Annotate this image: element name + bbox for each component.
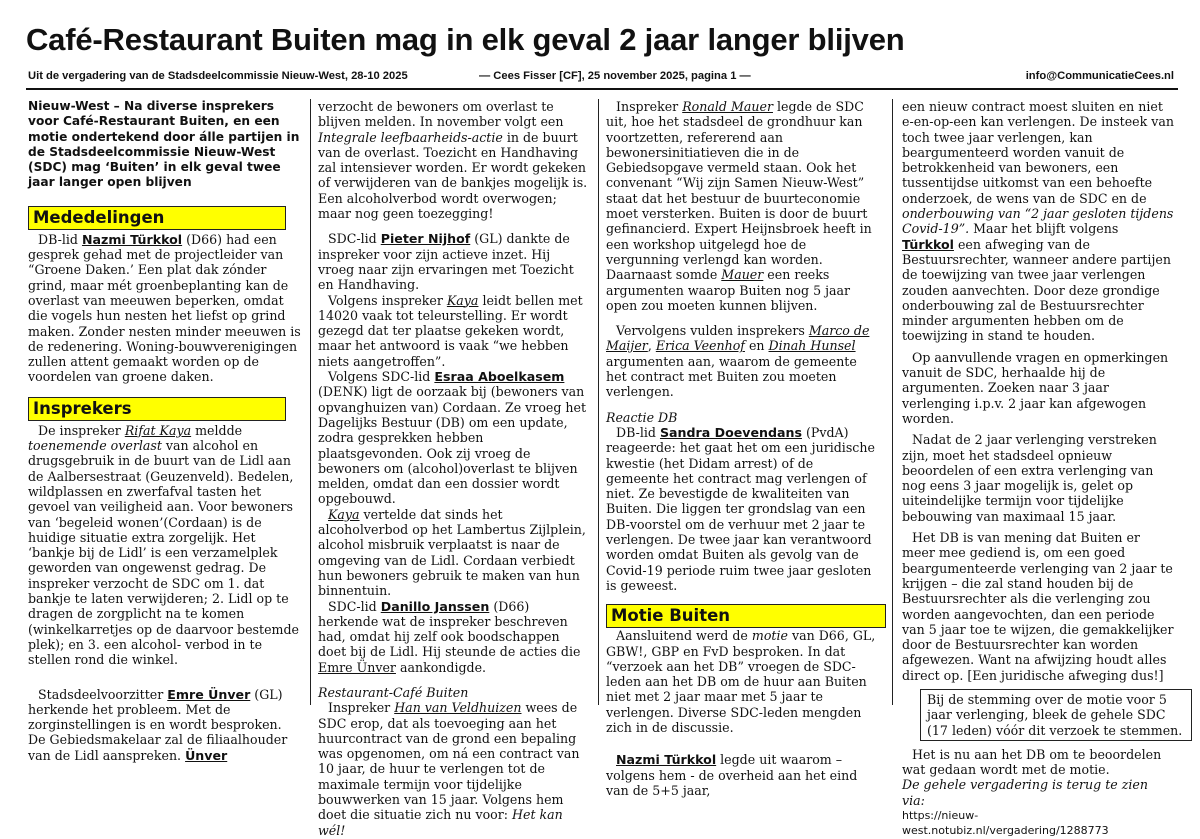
person-name: Ünver (185, 747, 228, 763)
column-4 (902, 99, 1183, 838)
byline-author-date: — Cees Fisser [CF], 25 november 2025, pagina 1 — (479, 70, 751, 82)
paragraph: De inspreker Rifat Kaya meldde toenemende overlast van alcohol en drugsgebruik in de buurt van de Lidl aan de Aalbersestraat (Geuzenveld). Bedelen, wildplassen en zwerfafval tasten het gevoel van veiligheid aan. Voor bewoners van ‘begeleid wonen’(Cordaan) is de huidige situatie extra zorgelijk. Het ‘bankje bij de Lidl’ is een verzamelplek geworden van ongewenst gedrag. De inspreker verzocht de SDC om 1. dat bankje te laten verwijderen; 2. Lidl op te dragen de zorgplicht na te komen (winkelkarretjes op de daarvoor bestemde plek); en 3. een alcohol- verbod in te stellen rond die winkel. (28, 422, 299, 668)
paragraph: Stadsdeelvoorzitter Emre Ünver (GL) herkende het probleem. Met de zorginstellingen is en wordt besproken. De Gebiedsmakelaar zal de filiaalhouder van de Lidl aanspreken. Ünver (28, 686, 288, 763)
column-divider (892, 99, 893, 705)
person-name: Türkkol (902, 236, 954, 252)
person-name: Esraa Aboelkasem (434, 369, 565, 385)
paragraph: Volgens SDC-lid Esraa Aboelkasem (DENK) ligt de oorzaak bij (bewoners van opvanghuizen van) Cordaan. Ze vroeg het Dagelijks Bestuur (DB) om een update, zodra gesprekken hebben plaatsgevonden. Ook zij vroeg de bewoners om (alcohol)overlast te blijven melden, omdat dan een dossier wordt opgebouwd. (318, 369, 587, 507)
person-name: Nazmi Türkkol (616, 752, 717, 768)
paragraph: verzocht de bewoners om overlast te blijven melden. In november volgt een Integrale leefbaarheids-actie in de buurt van de overlast. Toezicht en Handhaving zal intensiever worden. Er wordt gekeken of verwijderen van de bankjes mogelijk is. Een alcoholverbod wordt overwogen; maar nog geen toezegging! (318, 99, 588, 222)
person-name: Emre Ünver (318, 659, 396, 675)
column-divider (310, 99, 311, 705)
person-name: Marco de Maijer (606, 323, 870, 354)
subheading: Reactie DB (606, 409, 678, 425)
paragraph: Kaya vertelde dat sinds het alcoholverbod op het Lambertus Zijlplein, alcohol misbruik verplaatst is naar de omgeving van de Lidl. Cordaan verbiedt hun bewoners gebruik te maken van hun binnentuin. (318, 506, 586, 599)
subheading: Restaurant-Café Buiten (318, 684, 469, 700)
paragraph: Vervolgens vulden insprekers Marco de Maijer, Erica Veenhof en Dinah Hunsel argumenten aan, waarom de gemeente het contract met Buiten zou moeten verlengen. (606, 323, 870, 400)
person-name: Emre Ünver (167, 686, 251, 702)
meeting-link[interactable]: https://nieuw-west.notubiz.nl/vergadering/1288773 (902, 809, 1109, 838)
headline: Café-Restaurant Buiten mag in elk geval 2 jaar langer blijven (26, 22, 905, 57)
lead-paragraph: Nieuw-West – Na diverse insprekers voor Café-Restaurant Buiten, en een motie ondertekend door álle partijen in de Stadsdeelcommissie Nieuw-West (SDC) mag ‘Buiten’ in elk geval twee jaar langer open blijven (28, 99, 300, 190)
person-name: Dinah Hunsel (768, 338, 856, 354)
paragraph: De gehele vergadering is terug te zien via: (902, 777, 1148, 808)
paragraph: Het DB is van mening dat Buiten er meer mee gediend is, om een goed beargumenteerde verlenging van 2 jaar te krijgen – die zal stand houden bij de Bestuursrechter als die verlenging zou worden aangevochten, dan een periode van 5 jaar toe te wijzen, die gemakkelijker door de Bestuursrechter kan worden afgewezen. Want na afwijzing houdt alles direct op. [Een juridische afweging dus!] (902, 530, 1174, 683)
person-name: Pieter Nijhof (380, 231, 471, 247)
column-1 (28, 99, 302, 763)
person-name: Erica Veenhof (655, 338, 745, 354)
paragraph: DB-lid Sandra Doevendans (PvdA) reageerde: het gaat het om een juridische kwestie (het Didam arrest) of de gemeente het contract mag verlengen of niet. Ze bevestigde de kwaliteiten van Buiten. Die liggen ter grondslag van een DB-voorstel om de verhuur met 2 jaar te verlengen. De twee jaar kan verantwoord worden omdat Buiten als gevolg van de Covid-19 periode ruim twee jaar gesloten is geweest. (606, 424, 875, 593)
section-heading-motie: Motie Buiten (606, 604, 886, 628)
person-name: Sandra Doevendans (659, 424, 802, 440)
section-heading-mededelingen: Mededelingen (28, 206, 286, 230)
section-heading-insprekers: Insprekers (28, 397, 286, 421)
person-name: Danillo Janssen (380, 598, 490, 614)
paragraph: Inspreker Han van Veldhuizen wees de SDC erop, dat als toevoeging aan het huurcontract van de grond een bepaling was opgenomen, om ná een contract van 10 jaar, de huur te verlengen tot de maximale termijn voor tijdelijke bouwwerken van 15 jaar. Volgens hem doet die situatie zich nu voor: Het kan wél! (318, 700, 580, 838)
byline-email[interactable]: info@CommunicatieCees.nl (1025, 70, 1174, 82)
article-page (0, 21, 1200, 838)
person-name: Mauer (721, 267, 764, 283)
paragraph: Aansluitend werd de motie van D66, GL, GBW!, GBP en FvD besproken. In dat “verzoek aan het DB” vroegen de SDC-leden aan het DB om de huur aan Buiten niet met 2 jaar maar met 5 jaar te verlengen. Diverse SDC-leden mengden zich in de discussie. (606, 628, 876, 735)
paragraph: SDC-lid Danillo Janssen (D66) herkende wat de inspreker beschreven had, omdat hij zelf ook boodschappen doet bij de Lidl. Hij steunde de acties die Emre Ünver aankondigde. (318, 598, 581, 675)
person-name: Nazmi Türkkol (81, 231, 183, 247)
byline (26, 70, 1178, 86)
vote-result-text: Bij de stemming over de motie voor 5 jaar verlenging, bleek de gehele SDC (17 leden) vóór dit verzoek te stemmen. (927, 691, 1183, 738)
person-name: Kaya (446, 292, 479, 308)
person-name: Han van Veldhuizen (394, 700, 522, 716)
person-name: Kaya (328, 506, 360, 522)
paragraph: Volgens inspreker Kaya leidt bellen met 14020 vaak tot teleurstelling. Er wordt gezegd dat ter plaatse gekeken wordt, maar het antwoord is vaak “we hebben niets aangetroffen”. (318, 292, 583, 369)
person-name: Rifat Kaya (124, 422, 192, 438)
paragraph: Nazmi Türkkol legde uit waarom – volgens hem - de overheid aan het eind van de 5+5 jaar, (606, 752, 858, 798)
paragraph: Het is nu aan het DB om te beoordelen wat gedaan wordt met de motie. (902, 746, 1162, 778)
column-3 (606, 99, 878, 798)
article-columns (26, 99, 1183, 838)
header-rule (26, 88, 1178, 90)
paragraph: een nieuw contract moest sluiten en niet e-en-op-een kan verlengen. De insteek van toch twee jaar verlengen, kan beargumenteerd worden vanuit de betrokkenheid van bewoners, een tussentijdse uitkomst van een behoefte onderzoek, de wens van de SDC en de onderbouwing van “2 jaar gesloten tijdens Covid-19”. Maar het blijft volgens Türkkol een afweging van de Bestuursrechter, wanneer andere partijen de toewijzing van twee jaar verlengen zouden aanvechten. Door deze grondige onderbouwing zal de Bestuursrechter minder argumenten hebben om de toewijzing in stand te houden. (902, 99, 1175, 344)
paragraph: Op aanvullende vragen en opmerkingen vanuit de SDC, herhaalde hij de argumenten. Zoeken naar 3 jaar verlenging i.p.v. 2 jaar kan afgewogen worden. (902, 349, 1169, 426)
column-2 (318, 99, 590, 838)
person-name: Ronald Mauer (682, 99, 773, 114)
vote-result-box (920, 689, 1192, 741)
column-divider (598, 99, 599, 705)
byline-meeting: Uit de vergadering van de Stadsdeelcommissie Nieuw-West, 28-10 2025 (28, 70, 408, 82)
paragraph: DB-lid Nazmi Türkkol (D66) had een gesprek gehad met de projectleider van “Groene Daken.’ Een plat dak zónder grind, maar mét groenbeplanting kan de overlast van meeuwen beperken, omdat die vogels hun nesten het liefst op grind maken. Zonder nesten minder meeuwen is de redenering. Woning-bouwverenigingen zullen attent gemaakt worden op de voordelen van groene daken. (28, 231, 301, 385)
paragraph: Nadat de 2 jaar verlenging verstreken zijn, moet het stadsdeel opnieuw beoordelen of een extra verlenging van nog eens 3 jaar mogelijk is, gelet op uiteindelijke termijn voor tijdelijke bebouwing van maximaal 15 jaar. (902, 432, 1157, 524)
paragraph: SDC-lid Pieter Nijhof (GL) dankte de inspreker voor zijn actieve inzet. Hij vroeg naar zijn ervaringen met Toezicht en Handhaving. (318, 231, 574, 293)
paragraph: Inspreker Ronald Mauer legde de SDC uit, hoe het stadsdeel de grondhuur kan voortzetten, refererend aan bewonersinitiatieven die in de Gebiedsopgave vermeld staan. Ook het convenant “Wij zijn Samen Nieuw-West” staat dat het bestuur de buurteconomie moet versterken. Buiten is door de buurt gefinancierd. Expert Heijnsbroek heeft in een workshop uitgelegd hoe de vergunning verlengd kan worden. Daarnaast somde Mauer een reeks argumenten waarop Buiten nog 5 jaar open zou moeten kunnen blijven. (606, 99, 872, 313)
